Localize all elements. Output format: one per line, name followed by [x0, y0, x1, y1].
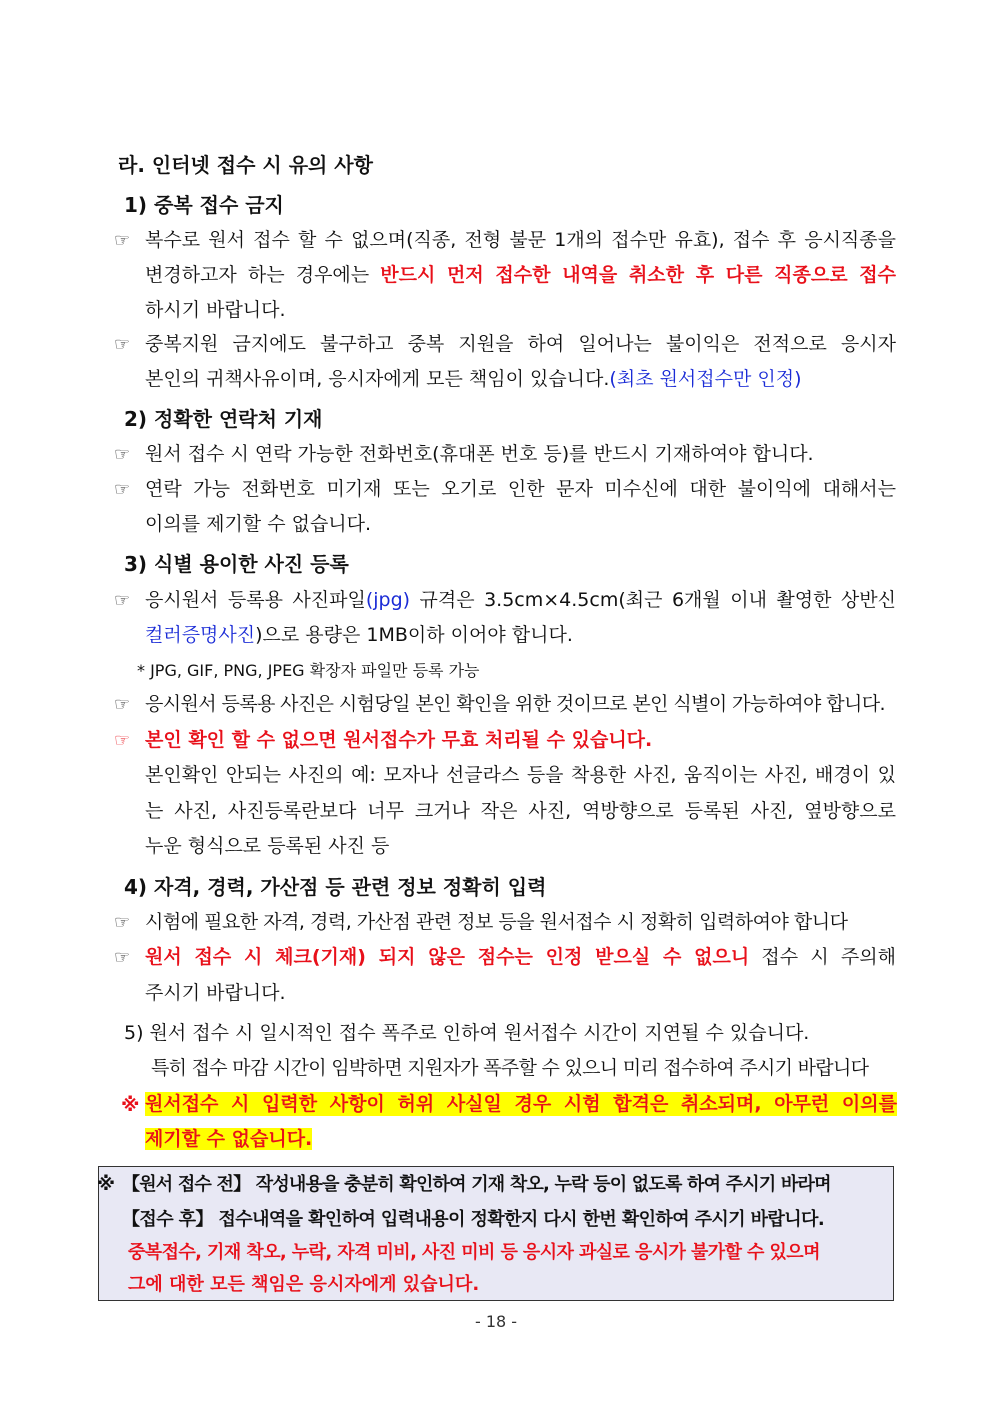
warning-symbol: ※ — [121, 1094, 140, 1116]
subheading-2: 2) 정확한 연락처 기재 — [124, 407, 323, 431]
notice-line4: 그에 대한 모든 책임은 응시자에게 있습니다. — [128, 1274, 480, 1295]
s1-b2-line1: 중복지원 금지에도 불구하고 중복 지원을 하여 일어나는 불이익은 전적으로 응시자 — [145, 333, 896, 355]
s3-b1-line2: 컬러증명사진)으로 용량은 1MB이하 이어야 합니다. — [145, 624, 573, 646]
pointing-hand-icon: ☞ — [114, 479, 131, 500]
s2-b2-line2: 이의를 제기할 수 없습니다. — [145, 513, 372, 535]
pointing-hand-icon: ☞ — [114, 730, 131, 751]
s5-line2: 특히 접수 마감 시간이 임박하면 지원자가 폭주할 수 있으니 미리 접수하여 주시기 바랍니다 — [151, 1057, 869, 1079]
s1-b2-line2: 본인의 귀책사유이며, 응시자에게 모든 책임이 있습니다.(최초 원서접수만 인정) — [145, 368, 802, 390]
notice-line3: 중복접수, 기재 착오, 누락, 자격 미비, 사진 미비 등 응시자 과실로 응시가 불가할 수 있으며 — [128, 1242, 820, 1263]
pointing-hand-icon: ☞ — [114, 912, 131, 933]
subheading-1: 1) 중복 접수 금지 — [124, 193, 284, 217]
pointing-hand-icon: ☞ — [114, 230, 131, 251]
s3-b2: 응시원서 등록용 사진은 시험당일 본인 확인을 위한 것이므로 본인 식별이 가능하여야 합니다. — [145, 693, 885, 715]
s3-b3-warning: 본인 확인 할 수 없으면 원서접수가 무효 처리될 수 있습니다. — [145, 729, 653, 751]
pointing-hand-icon: ☞ — [114, 334, 131, 355]
pointing-hand-icon: ☞ — [114, 590, 131, 611]
subheading-3: 3) 식별 용이한 사진 등록 — [124, 552, 349, 576]
s1-b1-line1: 복수로 원서 접수 할 수 없으며(직종, 전형 불문 1개의 접수만 유효), 접수 후 응시직종을 — [145, 229, 896, 251]
s4-b2-line1: 원서 접수 시 체크(기재) 되지 않은 점수는 인정 받으실 수 없으니 접수 시 주의해 — [145, 946, 896, 968]
pointing-hand-icon: ☞ — [114, 947, 131, 968]
s3-b1-line1: 응시원서 등록용 사진파일(jpg) 규격은 3.5cm×4.5cm(최근 6개월 이내 촬영한 상반신 — [145, 589, 896, 611]
pointing-hand-icon: ☞ — [114, 694, 131, 715]
notice-line1: 【원서 접수 전】 작성내용을 충분히 확인하여 기재 착오, 누락 등이 없도록 하여 주시기 바라며 — [122, 1174, 831, 1195]
s1-b1-line3: 하시기 바랍니다. — [145, 299, 286, 321]
pointing-hand-icon: ☞ — [114, 444, 131, 465]
page-number: - 18 - — [474, 1312, 518, 1331]
s4-b1: 시험에 필요한 자격, 경력, 가산점 관련 정보 등을 원서접수 시 정확히 입력하여야 합니다 — [145, 911, 848, 933]
section-title: 라. 인터넷 접수 시 유의 사항 — [118, 153, 373, 177]
subheading-4: 4) 자격, 경력, 가산점 등 관련 정보 정확히 입력 — [124, 875, 547, 899]
s3-file-note: * JPG, GIF, PNG, JPEG 확장자 파일만 등록 가능 — [137, 661, 480, 680]
s1-b1-line2: 변경하고자 하는 경우에는 반드시 먼저 접수한 내역을 취소한 후 다른 직종으로 접수 — [145, 264, 896, 286]
s2-b2-line1: 연락 가능 전화번호 미기재 또는 오기로 인한 문자 미수신에 대한 불이익에 대해서는 — [145, 478, 896, 500]
subheading-5: 5) 원서 접수 시 일시적인 접수 폭주로 인하여 원서접수 시간이 지연될 수 있습니다. — [124, 1022, 810, 1044]
s3-example-line3: 누운 형식으로 등록된 사진 등 — [145, 835, 390, 857]
warning-line1: 원서접수 시 입력한 사항이 허위 사실일 경우 시험 합격은 취소되며, 아무런 이의를 — [145, 1093, 897, 1115]
s3-example-line1: 본인확인 안되는 사진의 예: 모자나 선글라스 등을 착용한 사진, 움직이는 사진, 배경이 있 — [145, 764, 896, 786]
s4-b2-line2: 주시기 바랍니다. — [145, 982, 286, 1004]
warning-line2: 제기할 수 없습니다. — [145, 1128, 313, 1150]
notice-symbol: ※ — [97, 1174, 115, 1195]
s2-b1: 원서 접수 시 연락 가능한 전화번호(휴대폰 번호 등)를 반드시 기재하여야 합니다. — [145, 443, 814, 465]
s3-example-line2: 는 사진, 사진등록란보다 너무 크거나 작은 사진, 역방향으로 등록된 사진, 옆방향으로 — [145, 800, 896, 822]
notice-line2: 【접수 후】 접수내역을 확인하여 입력내용이 정확한지 다시 한번 확인하여 주시기 바랍니다. — [122, 1209, 825, 1230]
